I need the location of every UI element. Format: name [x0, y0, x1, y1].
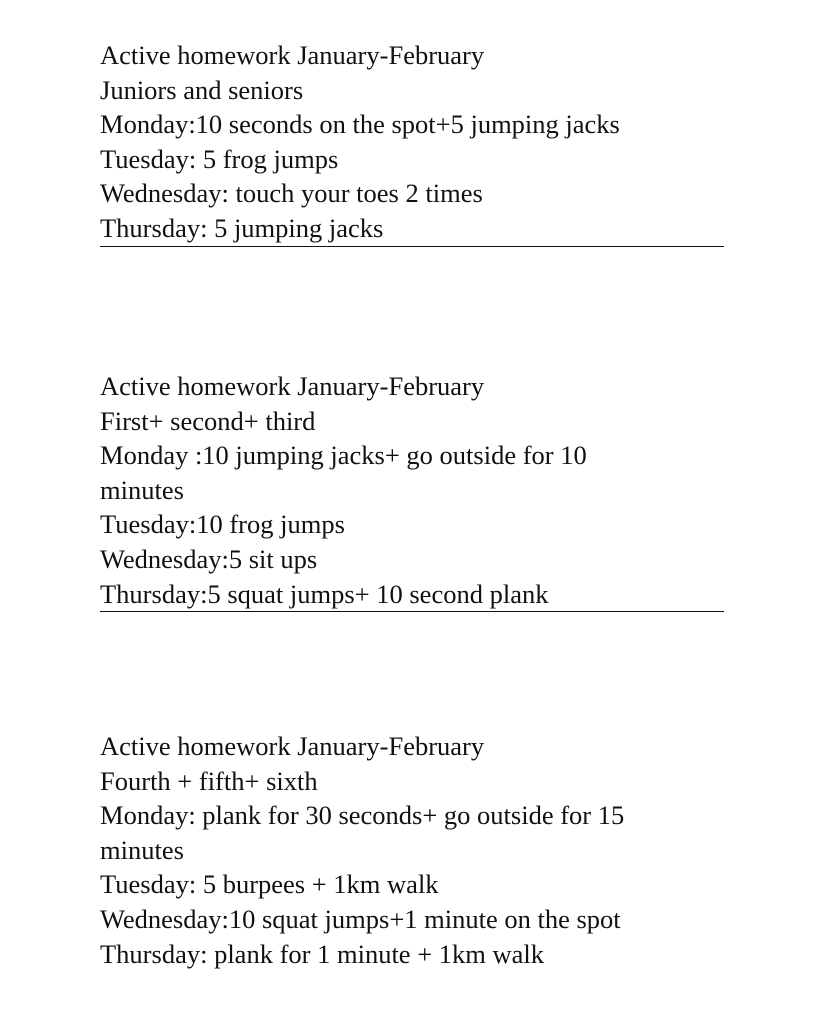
group-label: Juniors and seniors [100, 74, 304, 105]
day-monday: Monday :10 jumping jacks+ go outside for 10 [100, 440, 587, 471]
day-monday: Monday:10 seconds on the spot+5 jumping jacks [100, 109, 620, 140]
day-thursday: Thursday:5 squat jumps+ 10 second plank [100, 578, 549, 609]
homework-section-first-second-third [100, 369, 724, 612]
day-tuesday: Tuesday:10 frog jumps [100, 509, 345, 540]
day-monday-continued: minutes [100, 474, 184, 505]
day-tuesday: Tuesday: 5 frog jumps [100, 143, 339, 174]
day-tuesday: Tuesday: 5 burpees + 1km walk [100, 869, 439, 900]
section-divider [100, 246, 724, 247]
section-divider [100, 611, 724, 612]
homework-section-juniors-seniors [100, 38, 724, 247]
day-wednesday: Wednesday:5 sit ups [100, 543, 318, 574]
group-label: First+ second+ third [100, 405, 316, 436]
day-thursday: Thursday: plank for 1 minute + 1km walk [100, 938, 545, 969]
section-title: Active homework January-February [100, 371, 485, 401]
homework-section-fourth-fifth-sixth [100, 729, 724, 971]
day-thursday: Thursday: 5 jumping jacks [100, 212, 384, 243]
day-monday: Monday: plank for 30 seconds+ go outside for 15 [100, 800, 625, 831]
section-title: Active homework January-February [100, 731, 485, 761]
group-label: Fourth + fifth+ sixth [100, 765, 318, 796]
day-wednesday: Wednesday: touch your toes 2 times [100, 178, 483, 209]
day-wednesday: Wednesday:10 squat jumps+1 minute on the spot [100, 903, 621, 934]
section-title: Active homework January-February [100, 40, 485, 70]
day-monday-continued: minutes [100, 834, 184, 865]
